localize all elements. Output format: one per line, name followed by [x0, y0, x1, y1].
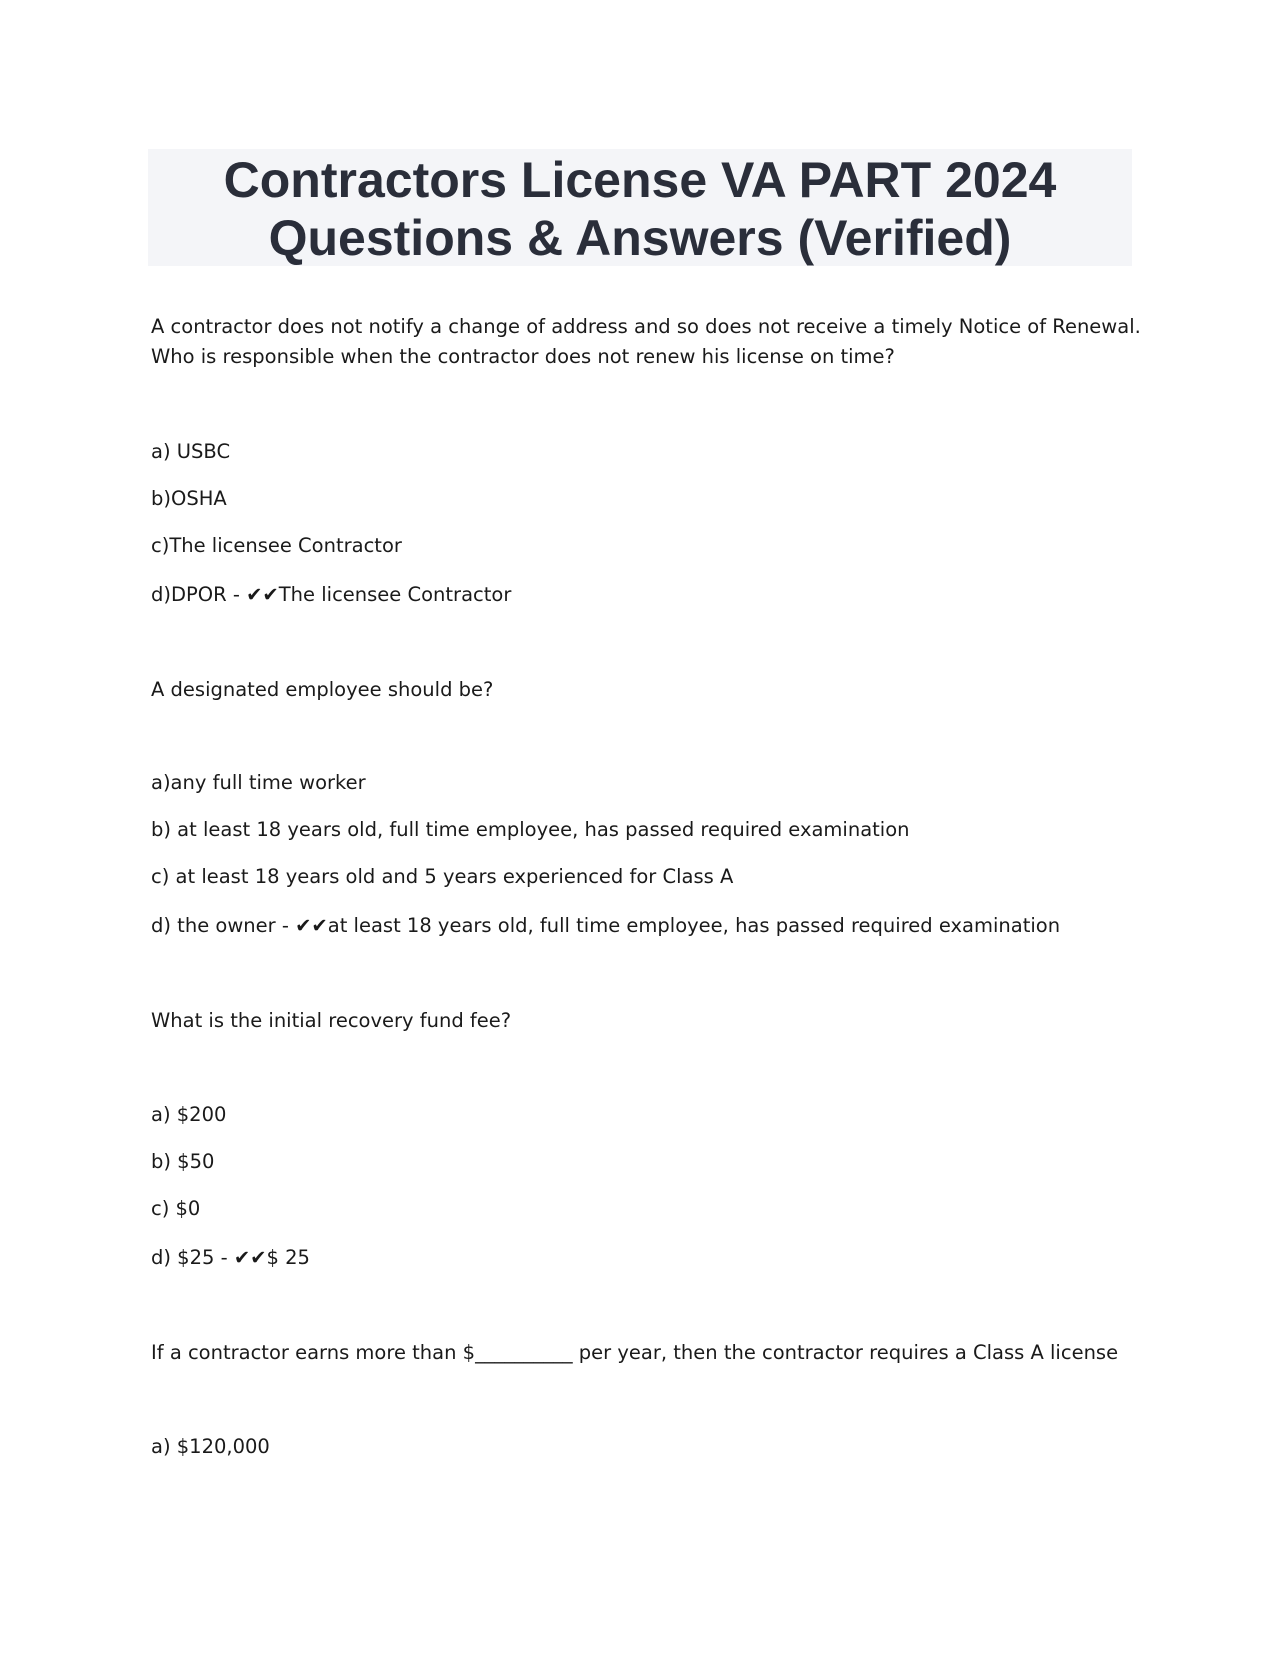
- answer-option: c) at least 18 years old and 5 years experienced for Class A: [151, 865, 734, 888]
- question-text: A designated employee should be?: [151, 678, 494, 701]
- question-text: What is the initial recovery fund fee?: [151, 1009, 512, 1032]
- answer-option: b) $50: [151, 1150, 215, 1173]
- answer-option-with-verified-answer: d) $25 - ✔✔$ 25: [151, 1246, 310, 1269]
- answer-option: a) USBC: [151, 440, 231, 463]
- answer-option: c)The licensee Contractor: [151, 534, 402, 557]
- answer-option: b)OSHA: [151, 487, 227, 510]
- answer-option: b) at least 18 years old, full time employee, has passed required examination: [151, 818, 910, 841]
- answer-option: a) $200: [151, 1103, 227, 1126]
- answer-option-with-verified-answer: d) the owner - ✔✔at least 18 years old, full time employee, has passed required examination: [151, 914, 1061, 937]
- question-text: Who is responsible when the contractor does not renew his license on time?: [151, 345, 895, 368]
- title-banner: [148, 149, 1132, 266]
- answer-option: a) $120,000: [151, 1435, 270, 1458]
- answer-option: c) $0: [151, 1197, 201, 1220]
- question-text: A contractor does not notify a change of address and so does not receive a timely Notice of Renewal.: [151, 315, 1141, 338]
- document-title: [148, 149, 1132, 267]
- answer-option: a)any full time worker: [151, 771, 366, 794]
- answer-option-with-verified-answer: d)DPOR - ✔✔The licensee Contractor: [151, 583, 512, 606]
- question-text: If a contractor earns more than $__________ per year, then the contractor requires a Class A license: [151, 1341, 1119, 1364]
- title-line-2: Questions & Answers (Verified): [268, 210, 1012, 266]
- title-line-1: Contractors License VA PART 2024: [223, 152, 1057, 208]
